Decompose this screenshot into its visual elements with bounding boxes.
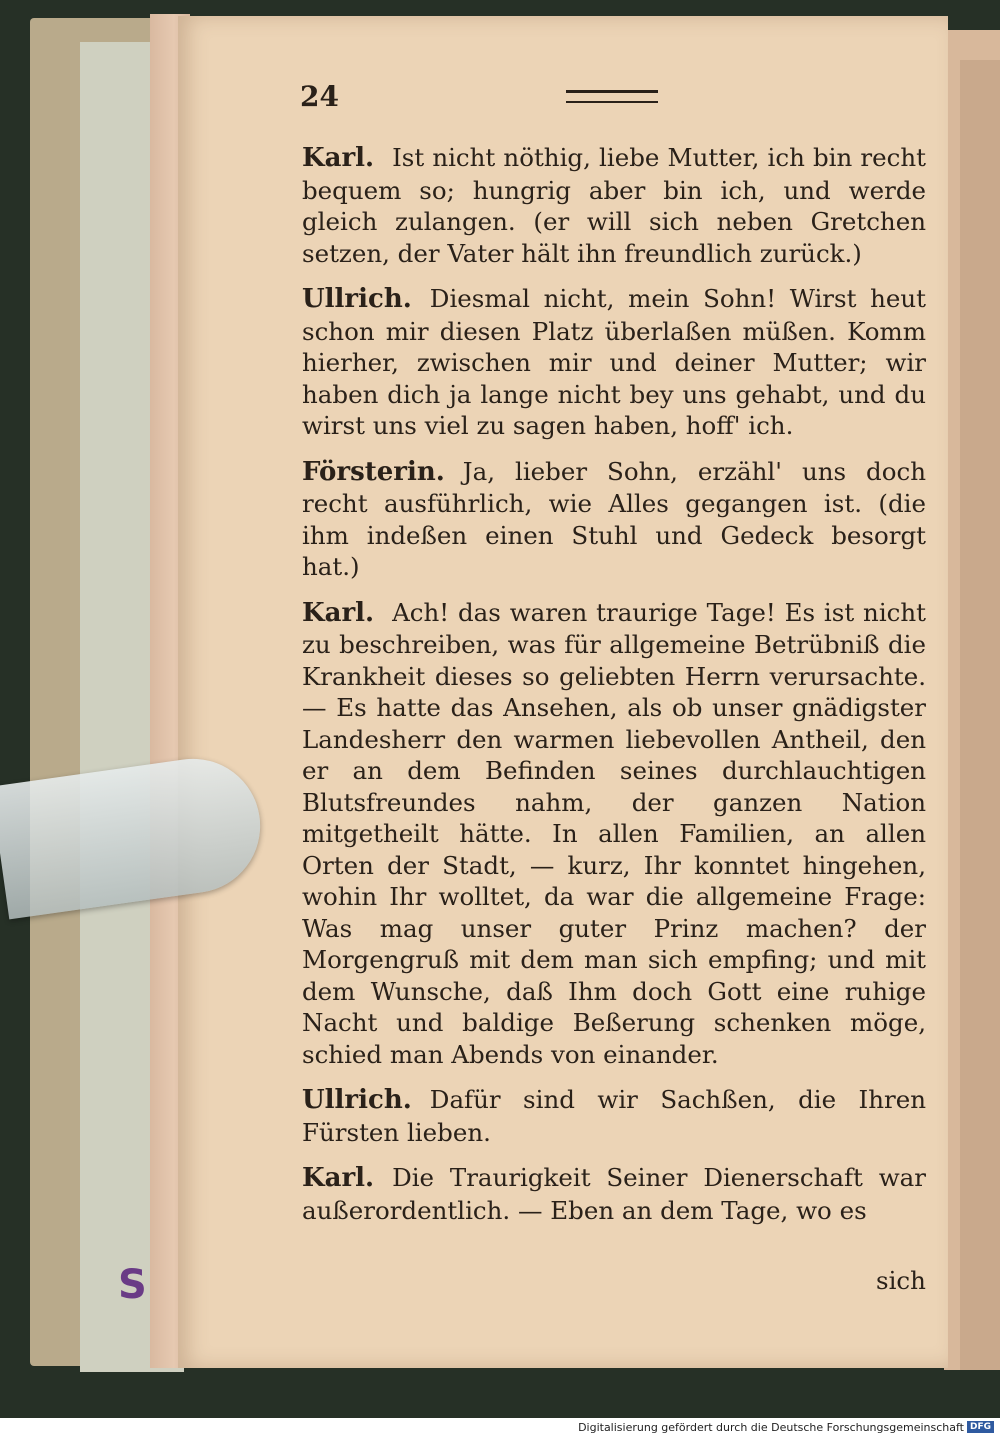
speaker-label: Karl. [302, 597, 375, 628]
paragraph-text: Ja, lieber Sohn, erzähl' uns doch recht ausführlich, wie Alles gegangen ist. (die ihm indeßen einen Stuhl und Gedeck besorgt hat.) [302, 456, 926, 581]
paragraph-text: Die Traurigkeit Seiner Dienerschaft war außerordentlich. — Eben an dem Tage, wo es [302, 1163, 926, 1225]
speaker-label: Karl. [302, 143, 375, 173]
paragraph-3 [302, 456, 926, 583]
speaker-label: Ullrich. [302, 284, 412, 314]
paragraph-text: Ist nicht nöthig, liebe Mutter, ich bin recht bequem so; hungrig aber bin ich, und werde gleich zulangen. (er will sich neben Gretchen setzen, der Vater hält ihn freundlich zurück.) [302, 143, 926, 268]
header-rule [566, 90, 658, 103]
speaker-label: Karl. [302, 1163, 375, 1193]
paragraph-6 [302, 1162, 926, 1226]
page-stack-edge-inner [960, 60, 1000, 1370]
paragraph-2 [302, 283, 926, 442]
dfg-logo: DFG [967, 1421, 994, 1433]
page-text [302, 142, 926, 1240]
catchword: sich [876, 1266, 926, 1295]
page-number: 24 [300, 80, 339, 113]
paragraph-text: Ach! das waren traurige Tage! Es ist nicht zu beschreiben, was für allgemeine Betrübniß die Krankheit dieses so geliebten Herrn verursachte. — Es hatte das Ansehen, als ob unser gnädigster Landesherr den warmen liebevollen Antheil, den er an dem Befinden seines durchlauchtigen Blutsfreundes nahm, der ganzen Nation mitgetheilt hätte. In allen Familien, an allen Orten der Stadt, — kurz, Ihr konntet hingehen, wohin Ihr wolltet, da war die allgemeine Frage: Was mag unser guter Prinz machen? der Morgengruß mit dem man sich empfing; und mit dem Wunsche, daß Ihm doch Gott eine ruhige Nacht und baldige Beßerung schenken möge, schied man Abends von einander. [302, 597, 926, 1069]
paragraph-1 [302, 142, 926, 269]
speaker-label: Försterin. [302, 456, 445, 487]
paragraph-text: Diesmal nicht, mein Sohn! Wirst heut schon mir diesen Platz überlaßen müßen. Komm hierher, zwischen mir und deiner Mutter; wir haben dich ja lange nicht bey uns gehabt, und du wirst uns viel zu sagen haben, hoff' ich. [302, 284, 926, 440]
paragraph-4 [302, 597, 926, 1071]
paragraph-5 [302, 1084, 926, 1148]
speaker-label: Ullrich. [302, 1085, 412, 1115]
library-stamp: S [118, 1262, 145, 1308]
footer-credit: Digitalisierung gefördert durch die Deutsche Forschungsgemeinschaft [578, 1421, 964, 1434]
paragraph-text: Dafür sind wir Sachßen, die Ihren Fürsten lieben. [302, 1085, 926, 1147]
